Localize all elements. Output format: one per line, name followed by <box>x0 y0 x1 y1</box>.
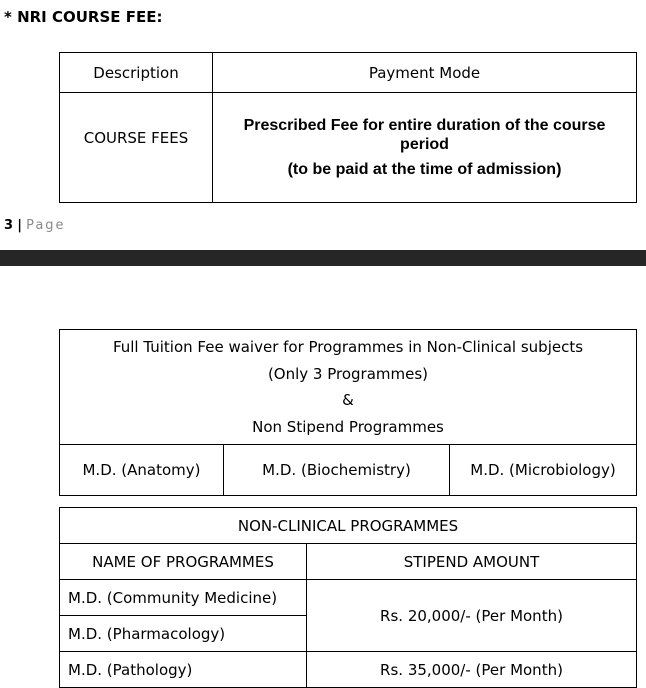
non-clinical-programmes-table <box>59 507 637 688</box>
page-number: 3 <box>4 218 14 233</box>
page-separator: | <box>17 218 22 233</box>
payment-mode-header: Payment Mode <box>213 53 637 93</box>
waiver-line-2: (Only 3 Programmes) <box>267 364 429 383</box>
nri-course-fee-heading: * NRI COURSE FEE: <box>4 8 163 26</box>
description-header: Description <box>60 53 213 93</box>
programme-biochemistry: M.D. (Biochemistry) <box>224 445 450 496</box>
course-fee-table <box>59 52 637 203</box>
table-row-pharmacology: M.D. (Pharmacology) <box>60 616 307 652</box>
prescribed-fee-text: Prescribed Fee for entire duration of the course period <box>243 117 606 153</box>
waiver-line-3: & <box>342 391 354 409</box>
page-break-bar <box>0 250 646 266</box>
payment-mode-cell <box>213 93 637 203</box>
page-footer <box>4 218 66 233</box>
course-fees-label: COURSE FEES <box>60 93 213 203</box>
page-word: Page <box>26 218 66 233</box>
table-row-community-medicine: M.D. (Community Medicine) <box>60 580 307 616</box>
stipend-20000: Rs. 20,000/- (Per Month) <box>307 580 637 652</box>
programme-anatomy: M.D. (Anatomy) <box>60 445 224 496</box>
paid-at-admission-text: (to be paid at the time of admission) <box>287 161 562 178</box>
waiver-line-1: Full Tuition Fee waiver for Programmes in Non-Clinical subjects <box>112 338 584 356</box>
table-row-pathology: M.D. (Pathology) <box>60 652 307 688</box>
stipend-amount-header: STIPEND AMOUNT <box>307 544 637 580</box>
name-of-programmes-header: NAME OF PROGRAMMES <box>60 544 307 580</box>
non-clinical-title: NON-CLINICAL PROGRAMMES <box>60 508 637 544</box>
stipend-35000: Rs. 35,000/- (Per Month) <box>307 652 637 688</box>
waiver-line-4: Non Stipend Programmes <box>252 417 444 436</box>
programme-microbiology: M.D. (Microbiology) <box>450 445 637 496</box>
fee-waiver-table <box>59 329 637 496</box>
fee-waiver-description <box>60 330 637 445</box>
